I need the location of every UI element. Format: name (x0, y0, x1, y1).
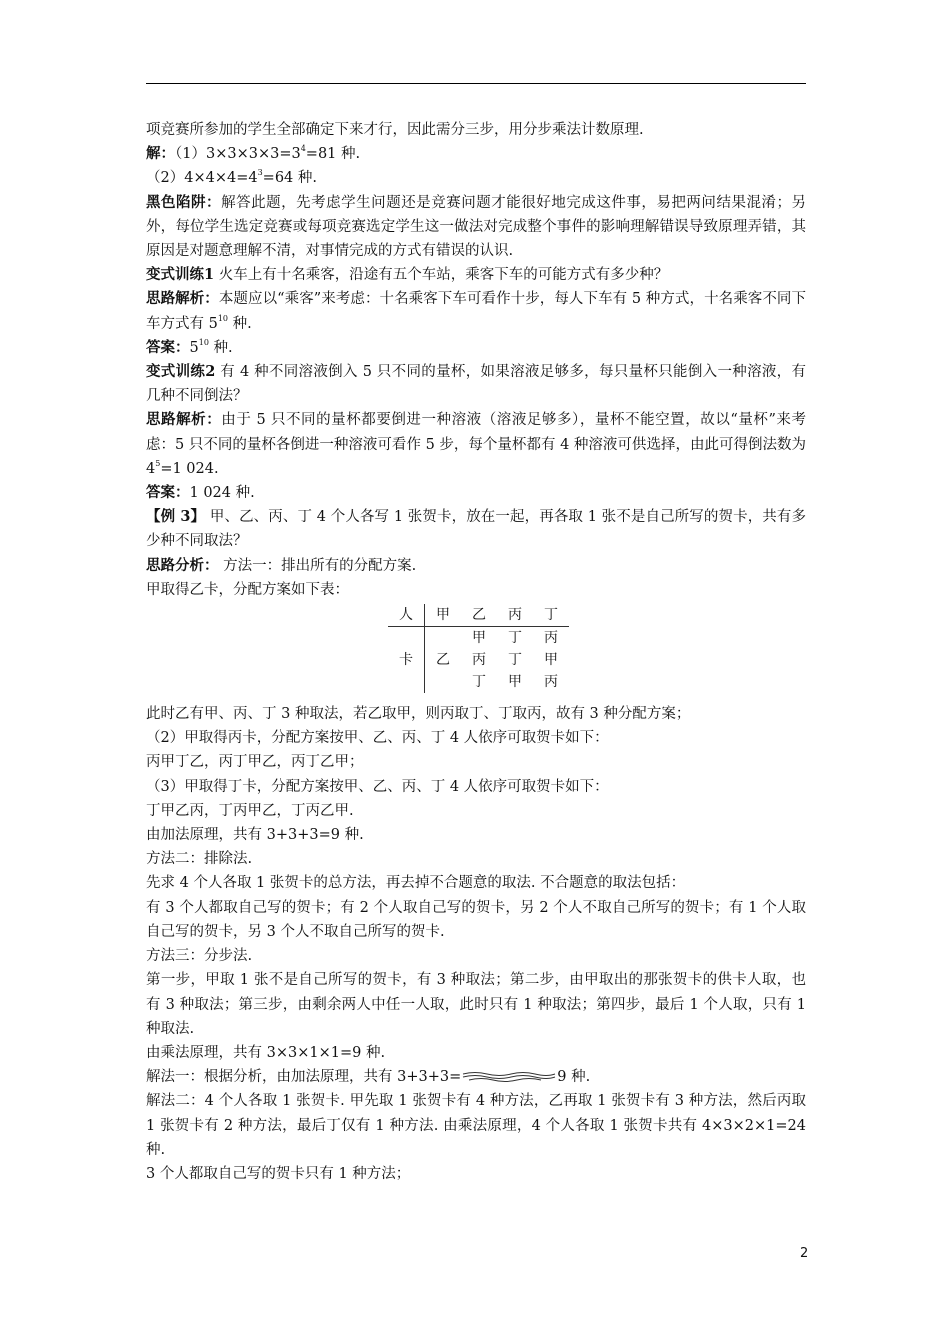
table-row-label: 卡 (388, 627, 425, 694)
paragraph: 有 3 个人都取自己写的贺卡；有 2 个人取自己写的贺卡，另 2 个人不取自己所写的贺卡；有 1 个人取自己写的贺卡，另 3 个人不取自己所写的贺卡. (146, 899, 806, 940)
table-header-cell: 乙 (461, 604, 497, 627)
paragraph: 方法三：分步法. (146, 948, 253, 965)
paragraph: 丁甲乙丙，丁丙甲乙，丁丙乙甲. (146, 802, 354, 819)
paragraph (146, 166, 806, 190)
table-cell: 丁 (508, 652, 522, 669)
paragraph (146, 408, 806, 481)
label: 思路分析： (146, 556, 219, 574)
text: 有 4 种不同溶液倒入 5 只不同的量杯，如果溶液足够多，每只量杯只能倒入一种溶液，有几种不同倒法？ (146, 364, 806, 405)
paragraph (146, 263, 806, 287)
text: 1 024 种. (189, 485, 255, 502)
table-cell: 甲 (472, 630, 486, 647)
distribution-table-wrap (146, 602, 806, 702)
label: 黑色陷阱： (146, 193, 222, 211)
paragraph: 甲取得乙卡，分配方案如下表： (146, 581, 349, 598)
label: 答案： (146, 484, 190, 502)
distribution-table (388, 604, 569, 693)
label: 变式训练2 (146, 363, 216, 381)
table-header-cell: 甲 (425, 604, 462, 627)
paragraph (146, 142, 806, 166)
table-header-cell: 丁 (533, 604, 569, 627)
paragraph (146, 481, 806, 505)
table-cell: 丁 (472, 674, 486, 691)
text: =1 024. (160, 460, 219, 477)
label: 思路解析： (146, 290, 219, 308)
paragraph: （3）甲取得丁卡，分配方案按甲、乙、丙、丁 4 人依序可取贺卡如下： (146, 778, 609, 795)
text: （2）4×4×4=4 (146, 170, 258, 187)
table-cell: 甲 (544, 652, 558, 669)
paragraph: 解法二：4 个人各取 1 张贺卡. 甲先取 1 张贺卡有 4 种方法，乙再取 1 张贺卡有 3 种方法，然后丙取 1 张贺卡有 2 种方法，最后丁仅有 1 种方法. 由乘法原理，4 个人各取 1 张贺卡共有 4×3×2×1=24 种. (146, 1093, 806, 1158)
paragraph: 方法二：排除法. (146, 851, 253, 868)
header-rule (146, 83, 806, 84)
text: （1）3×3×3×3=3 (175, 146, 301, 163)
label: 解： (146, 145, 175, 163)
paragraph (146, 191, 806, 264)
page-content (146, 118, 806, 1186)
table-cell: 丙 (544, 674, 558, 691)
text: 甲、乙、丙、丁 4 个人各写 1 张贺卡，放在一起，再各取 1 张不是自己所写的贺卡，共有多少种不同取法？ (146, 509, 807, 550)
superscript: 3 (257, 168, 263, 178)
text: 方法一：排出所有的分配方案. (218, 557, 417, 574)
label: 答案： (146, 338, 190, 356)
text: 种. (208, 339, 233, 356)
text: 由于 5 只不同的量杯都要倒进一种溶液（溶液足够多），量杯不能空置，故以“量杯”来考虑：5 只不同的量杯各倒进一种溶液可看作 5 步，每个量杯都有 4 种溶液可供选择，由此可得倒法数为 4 (146, 412, 806, 477)
paragraph: （2）甲取得丙卡，分配方案按甲、乙、丙、丁 4 人依序可取贺卡如下： (146, 730, 609, 747)
table-header-cell: 丙 (497, 604, 533, 627)
superscript: 4 (300, 144, 306, 154)
paragraph: 先求 4 个人各取 1 张贺卡的总方法，再去掉不合题意的取法. 不合题意的取法包括： (146, 875, 686, 892)
table-row (388, 627, 569, 650)
table-cell: 甲 (508, 674, 522, 691)
page-number: 2 (800, 1246, 809, 1261)
text: =64 种. (262, 170, 317, 187)
superscript: 10 (217, 313, 229, 323)
paragraph: 由加法原理，共有 3+3+3=9 种. (146, 827, 364, 844)
text: 火车上有十名乘客，沿途有五个车站，乘客下车的可能方式有多少种？ (214, 267, 669, 284)
paragraph (146, 554, 806, 578)
paragraph (146, 1065, 806, 1089)
text: 9 种. (557, 1069, 591, 1086)
table-cell: 丙 (472, 652, 486, 669)
text: 本题应以“乘客”来考虑：十名乘客下车可看作十步，每人下车有 5 种方式，十名乘客不同下车方式有 5 (146, 291, 806, 332)
paragraph: 项竞赛所参加的学生全部确定下来才行，因此需分三步，用分步乘法计数原理. (146, 122, 644, 138)
label: 变式训练1 (146, 266, 215, 284)
text: 解答此题，先考虑学生问题还是竞赛问题才能很好地完成这件事，易把两问结果混淆；另外，每位学生选定竞赛或每项竞赛选定学生这一做法对完成整个事件的影响理解错误导致原理弄错，其原因是对题意理解不清，对事情完成的方式有错误的认识. (146, 194, 807, 260)
paragraph: 此时乙有甲、丙、丁 3 种取法，若乙取甲，则丙取丁、丁取丙，故有 3 种分配方案； (146, 706, 691, 723)
table-cell: 丁 (508, 630, 522, 647)
label: 【例 3】 (146, 508, 206, 526)
table-header-row (388, 604, 569, 627)
superscript: 5 (155, 458, 161, 468)
paragraph (146, 360, 806, 408)
text: 解法一：根据分析，由加法原理，共有 3+3+3= (146, 1069, 462, 1086)
paragraph: 第一步，甲取 1 张不是自己所写的贺卡，有 3 种取法；第二步，由甲取出的那张贺卡的供卡人取，也有 3 种取法；第三步，由剩余两人中任一人取，此时只有 1 种取法；第四步，最后 1 个人取，只有 1 种取法. (146, 972, 806, 1037)
paragraph (146, 287, 806, 335)
label: 思路解析： (146, 411, 222, 429)
table-cell: 丙 (544, 630, 558, 647)
paragraph (146, 505, 806, 553)
wavy-underline-mark (461, 1070, 557, 1082)
paragraph: 丙甲丁乙，丙丁甲乙，丙丁乙甲； (146, 754, 364, 771)
paragraph (146, 336, 806, 360)
paragraph: 3 个人都取自己写的贺卡只有 1 种方法； (146, 1165, 411, 1182)
table-cell: 乙 (436, 652, 450, 669)
table-header-cell: 人 (388, 604, 425, 627)
superscript: 10 (198, 337, 209, 347)
text: 5 (189, 339, 199, 356)
text: =81 种. (305, 146, 361, 163)
text: 种. (228, 315, 252, 332)
paragraph: 由乘法原理，共有 3×3×1×1=9 种. (146, 1044, 386, 1061)
